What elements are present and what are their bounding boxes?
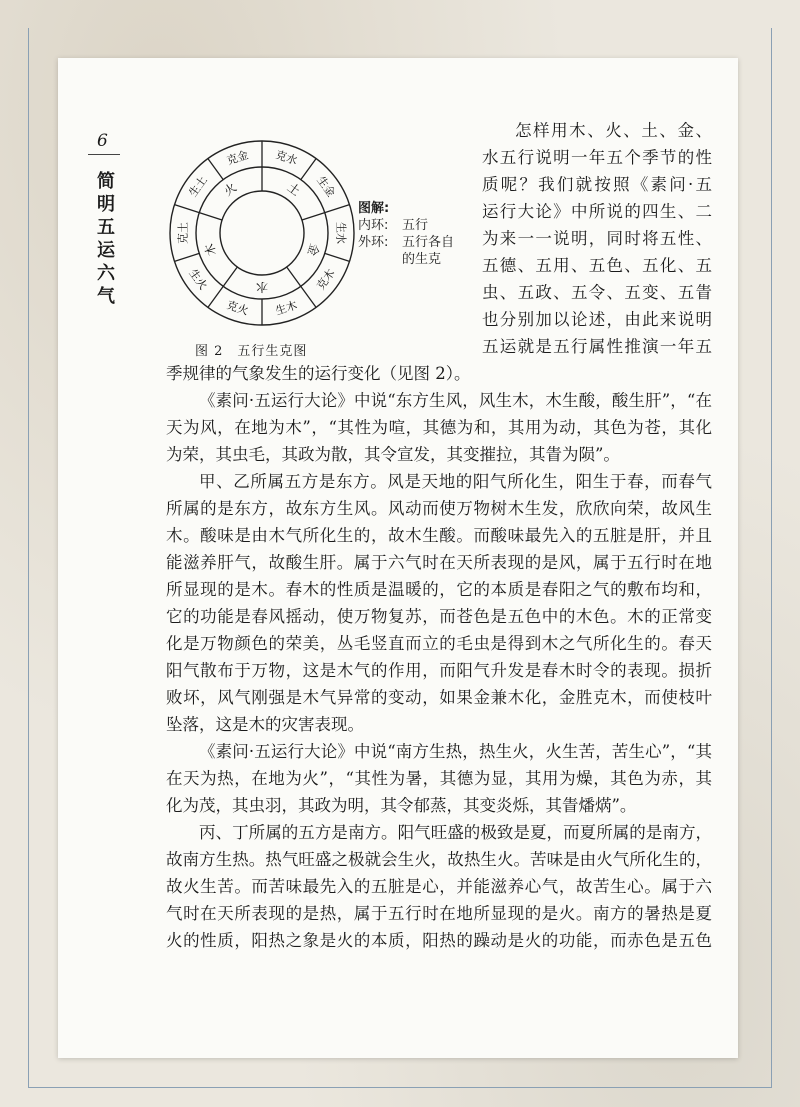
text-line: 季规律的气象发生的运行变化（见图 2）。: [166, 364, 471, 383]
text-line: 化为茂，其虫羽，其政为明，其令郁蒸，其变炎烁，其眚燔焫”。: [166, 796, 637, 815]
outer-ring-divider: [175, 205, 200, 213]
text-line: 故南方生热。热气旺盛之极就会生火，故热生火。苦味是由火气所化生的，: [166, 850, 712, 869]
text-line: 虫、五政、五令、五变、五眚: [482, 283, 712, 302]
text-line: 五运就是五行属性推演一年五: [482, 337, 712, 356]
relation-label: 克金: [225, 148, 251, 168]
inner-ring-divider: [199, 213, 222, 220]
header-rule: [88, 154, 120, 155]
outer-ring-half-divider: [175, 253, 200, 261]
inner-ring-divider: [223, 267, 237, 286]
text-line: 天为风，在地为木”，“其性为喧，其德为和，其用为动，其色为苍，其化: [166, 418, 712, 437]
frame-line-left: [28, 28, 29, 1088]
relation-label: 生金: [314, 173, 338, 200]
element-label: 水: [255, 280, 269, 294]
relation-label: 克水: [273, 148, 299, 168]
legend-inner-key: 内环:: [358, 218, 389, 233]
text-line: 火的性质，阳热之象是火的本质，阳热的躁动是火的功能，而赤色是五色: [166, 931, 712, 950]
side-paragraph: [482, 117, 712, 360]
outer-ring-divider: [325, 205, 350, 213]
text-line: 质呢？我们就按照《素问·五: [482, 175, 712, 194]
running-title-char: 气: [97, 286, 115, 307]
figure-legend: [358, 200, 454, 268]
element-label: 土: [284, 180, 303, 199]
relation-label: 生土: [186, 173, 210, 200]
outer-ring-divider: [208, 286, 223, 307]
text-line: 故火生苦。而苦味最先入的五脏是心，并能滋养心气，故苦生心。属于六: [166, 877, 712, 896]
text-line: 怎样用木、火、土、金、: [515, 121, 712, 140]
text-line: 五德、五用、五色、五化、五: [482, 256, 712, 275]
legend-outer-value: 五行各自: [402, 235, 455, 250]
legend-inner: [358, 217, 454, 234]
legend-outer: [358, 234, 454, 251]
text-line: 《素问·五运行大论》中说“南方生热，热生火，火生苦，苦生心”，“其: [199, 742, 712, 761]
text-line: 坠落，这是木的灾害表现。: [166, 715, 364, 734]
running-title-char: 运: [97, 240, 115, 261]
text-line: 《素问·五运行大论》中说“东方生风，风生木，木生酸，酸生肝”，“在: [199, 391, 712, 410]
frame-line-right: [771, 28, 772, 1088]
figure-caption: 图 2 五行生克图: [195, 344, 308, 359]
relation-label: 生木: [273, 298, 299, 318]
frame-line-bottom: [28, 1087, 772, 1088]
text-line: 丙、丁所属的五方是南方。阳气旺盛的极致是夏，而夏所属的是南方，: [199, 823, 712, 842]
text-line: 能滋养肝气，故酸生肝。属于六气时在天所表现的是风，属于五行时在地: [166, 553, 712, 572]
element-label: 金: [304, 241, 322, 258]
running-title-char: 六: [97, 263, 115, 284]
legend-inner-value: 五行: [402, 218, 429, 233]
diagram-inner-circle: [220, 191, 304, 275]
relation-label: 生火: [186, 266, 210, 293]
text-line: 甲、乙所属五方是东方。风是天地的阳气所化生，阳生于春，而春气: [199, 472, 712, 491]
text-line: 水五行说明一年五个季节的性: [482, 148, 712, 167]
relation-label: 克土: [176, 222, 190, 244]
text-line: 所显现的是木。春木的性质是温暖的，它的本质是春阳之气的敷布均和，: [166, 580, 712, 599]
text-line: 在天为热，在地为火”，“其性为暑，其德为显，其用为燥，其色为赤，其: [166, 769, 712, 788]
running-title-char: 简: [97, 171, 115, 192]
text-line: 败坏，风气刚强是木气异常的变动，如果金兼木化，金胜克木，而使枝叶: [166, 688, 712, 707]
element-label: 木: [202, 241, 220, 258]
element-label: 火: [221, 180, 240, 199]
legend-outer-cont: [358, 251, 454, 268]
outer-ring-half-divider: [301, 159, 316, 180]
inner-ring-divider: [302, 213, 325, 220]
relation-label: 克火: [225, 298, 251, 318]
main-text: [166, 360, 712, 954]
outer-ring-half-divider: [325, 253, 350, 261]
text-line: 也分别加以论述，由此来说明: [482, 310, 712, 329]
text-line: 木。酸味是由木气所化生的，故木生酸。而酸味最先入的五脏是肝，并且: [166, 526, 712, 545]
outer-ring-divider: [301, 286, 316, 307]
legend-outer-value-cont: 的生克: [402, 252, 442, 267]
relation-label: 克木: [314, 266, 338, 293]
running-title: [95, 170, 117, 308]
text-line: 气时在天所表现的是热，属于五行时在地所显现的是火。南方的暑热是夏: [166, 904, 712, 923]
text-line: 阳气散布于万物，这是木气的作用，而阳气升发是春木时令的表现。损折: [166, 661, 712, 680]
text-line: 运行大论》中所说的四生、二: [482, 202, 712, 221]
legend-outer-key: 外环:: [358, 235, 389, 250]
five-elements-diagram: [162, 128, 362, 338]
running-title-char: 五: [97, 217, 115, 238]
text-line: 为来一一说明，同时将五性、: [482, 229, 712, 248]
relation-label: 生水: [334, 222, 348, 244]
page-number: 6: [97, 131, 108, 151]
legend-title: 图解:: [358, 201, 390, 216]
inner-ring-divider: [287, 267, 301, 286]
outer-ring-half-divider: [208, 159, 223, 180]
text-line: 为荣，其虫毛，其政为散，其令宣发，其变摧拉，其眚为陨”。: [166, 445, 620, 464]
running-title-char: 明: [97, 194, 115, 215]
text-line: 它的功能是春风摇动，使万物复苏，而苍色是五色中的木色。木的正常变: [166, 607, 712, 626]
text-line: 化是万物颜色的荣美，丛毛竖直而立的毛虫是得到木之气所化生的。春天: [166, 634, 712, 653]
text-line: 所属的是东方，故东方生风。风动而使万物树木生发，欣欣向荣，故风生: [166, 499, 712, 518]
